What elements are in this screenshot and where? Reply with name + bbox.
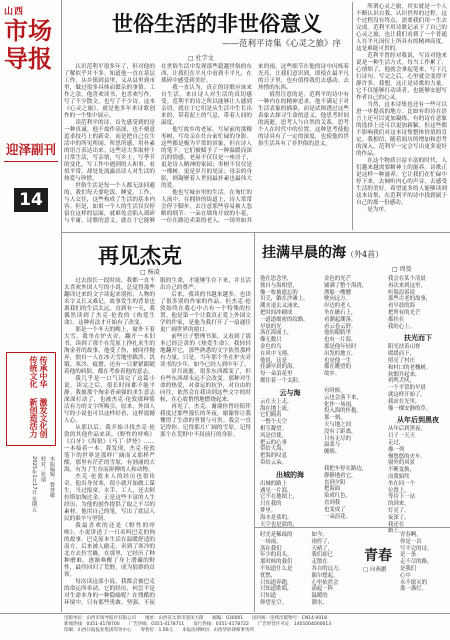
poem-stanza: 他在思念里， 独自与海相望， 像一枚被遗忘的 贝壳，躺在沙滩上。 潮水退去又涌来， 把时间冲刷成 一道道细密的纹路。 早晨的光 落在海面上， 像无数只 金色的鸟 在风中飞翔。 他说，这是 挂满早晨的海， 每一朵浪花里 都住着一个太阳。 [260,276,309,384]
page-credits [8,456,56,610]
poem-stanza: 金色的光芒 铺满了整个海湾， 渔船一艘艘 驶向远方。 岸边的老人 坐在礁石上， 看潮起潮落， 看云卷云舒。 他的眼睛里 也有一片海， 那是他年轻时 出发的地方， 也是他一生 都在眺望的 故乡。 [324,276,368,378]
paragraph: 那是一个冬天的晚上，窗外下着大雪。我坐在炉火旁，翻开一本旧书，读到了那个在荒原上挣扎求生的淘金者的故事。他受了伤，被同伴抛弃，独自一人在冰天雪地里跋涉。饥饿、寒冷、疲惫，还有一只紧紧跟随着他的病狼，都在考验着他的意志。 [64,327,155,375]
footer-line: 印刷：山西日报报业集团印务中心 零售价：1.00元 本报法律顾问：山西华炬律师事务所 [64,628,255,633]
slogan-box [6,352,56,446]
paragraph: 世俗生活是每一个人都无法回避的。我们每天要吃饭、睡觉、工作、与人交往，这些构成了生活的基本内容。但是，如果一个人的生活仅仅停留在这样的层面，就难免会陷入琐碎与平庸。诗歌的意义，就在于它能够在世俗生活中发现那些超越世俗的东西，让我们在平凡中看到不平凡，在琐碎中感受到美好。 [64,64,252,224]
article2-author: □ 杨凌 [140,269,160,276]
paragraph: 再见了，杰克。谢谢你曾经陪伴我度过那些漫长的冬夜，谢谢你让我懂得了生命的坚韧与可贵。我会一直记得你，记得那片广阔的雪原，记得那个在荒野中不屈前行的身影。 [160,404,251,438]
paragraph: 岁月流逝，很多东西都变了，但有些东西却永远不会改变。那种对生命的热爱，对命运的抗争，对自由的向往，依然会在我读到这些文字的时候，在心底悄悄地燃烧起来。 [160,369,251,403]
poems-title-text: 挂满早晨的海 [262,245,346,261]
youth-poem-right [400,532,448,612]
youth-poem-columns [260,532,358,612]
credit-editor: 本版编辑：曹慧敏 [49,456,55,498]
paragraph: 我最喜欢的还是《野性的呼唤》。小说讲述了一只名叫巴克的狗的故事。巴克原本生活在温暖舒适的南方，后来被人偷走，卖到了寒冷的北方去拉雪橇。在那里，它经历了种种磨难，逐渐唤醒了身上潜藏的野性，最终回归了荒野，成为狼群的首领。 [64,523,155,578]
poem-stanza: 从年后到黑夜， 日子一天天 走过， 像一列 慢悠悠的火车。 窗外的风景 不断变换， 而我始终 坐在同一个 位置上， 等待下一站 的到来。 灯亮了， 夜深了， 我还在 路上。 [388,426,426,535]
footer [64,616,448,638]
paragraph: 当然，这本诗集也还有一些可以进一步提高的地方。比如有的诗在语言上还可以更加凝练，有的诗在意象的选择上还可以更加新颖。但这些都不影响我们对这本诗集整体价值的肯定。我相信，随着阅历的增加和思考的深入，范利平一定会写出更多更好的作品。 [356,102,447,157]
article1-body [64,64,349,230]
poem-title-light: 扶光而下 [404,333,432,343]
youth-poem-left [260,532,358,612]
paragraph: 我几乎是一口气读完了这篇小说。读完之后，很长时间都不能平静。我被那个淘金者顽强的求生意志深深打动了，也被杰克·伦敦那种简洁有力的文字所吸引。原来，外国人写的小说也可以这样好看，这样震撼人心。 [64,376,155,424]
poem-stanza: 我会在某个清晨 再次来到这里， 听海浪诉说 那些古老的故事， 看早晨的海 把所有的光芒 都挂在 我的心上。 [388,276,432,330]
masthead-title: 市场导报 [4,16,52,73]
poem-stanza: 时光是稀疏的 一场雨， 落在我们 年少的肩头。 那时候的我们 不知道什么是 忧愁， 只知道奔跑， 只知道歌唱， 只知道 仰望星空。 [260,532,293,606]
article1-author: □ 杜学文 [188,55,214,62]
paragraph: 他也写城市里的生活。在匆忙的人流中，在拥挤的街道上，诗人常常会停下脚步，去注意那些容易被人忽略的细节：一朵在墙角开放的小花，一位在路边卖菜的老人，一场突如其来的雨。这些细节在他的诗中闪烁着光亮，让我们意识到，即使在最平凡的日子里，也有值得我们去感动、去珍惜的东西。 [161,64,349,224]
footer-line: 新闻热线：0351-4178700 广告热线：0351-4178711 发行热线：0351-4178722 广告经营许可证：1401004000013 [64,622,332,627]
poem-stanza: 如今， 雨停了， 天晴了， 我们却已 走散在 各自的远方。 偶尔想起， 心里依然会 涌起一阵 温暖的 潮水。 [311,532,344,606]
paragraph: 从那以后，我开始寻找杰克·伦敦的其他作品来读。《野性的呼唤》《白牙》《海狼》《马丁·伊登》……一本接着一本。我发现，杰克·伦敦笔下的世界是那样广阔而又那样严酷，那里有茫茫的雪原，有汹涌的大海，有为了生存而拼搏的人和动物。 [64,425,155,473]
slogan-line-2: 激发文化创新创造活力 [29,397,49,438]
poem-stanza: 云在天上走， 海在地上流， 它们隔着 一整个天空 相互凝望。 风是信使， 把云的心事 带给大海， 把海的叹息 带给云朵。 [260,398,293,466]
masthead-region: 山西 [4,7,25,17]
poem-stanza: 阳光扶着山脊 缓缓而下， 照亮了村庄 和村口的老槐树。 炊烟升起来， 鸡鸣犬吠， 一个平常的早晨 就这样开始了。 我站在光里， 像一棵安静的草。 [388,344,432,412]
youth-poem-title: 青春 [364,548,392,564]
article1-title: 世俗生活的非世俗意义 [112,11,322,36]
masthead [4,4,58,84]
article1-body-continued [356,4,447,230]
paragraph: 认识范利平很多年了，但对他的了解似乎并不多。知道他一直在基层工作，从乡镇到县里，又从县里到市里，做过很多具体而繁杂的事情。工作之余，他喜欢读书，也喜欢写作，写了不少散文，也写了不少诗。这本《心灵之旅》，就是他多年来诗歌创作的一个集中展示。 [64,64,155,119]
article1-column-divider [352,2,353,230]
paragraph: 在这个物质日益丰富的时代，人们越来越需要精神上的滋养。诗歌正是这样一种滋养。它让我们在忙碌中停下来，去倾听内心的声音，去感受生活的美好。希望更多的人能够读到这本诗集，在范利平的诗中找到属于自己的那一份感动。 [356,158,447,206]
youth-poem-author: □ 向燕鹏 [363,567,387,573]
article2-title: 再见杰克 [98,243,182,268]
lower-column-divider [254,232,255,612]
poem-column-1 [260,276,320,526]
poem-title-cloud-sea: 云与海 [279,387,301,397]
article2-body [64,278,251,612]
paragraph: 过去很长一段时间，我都一直不太喜欢外国人写的小说。总觉得那些翻译过来的文字读起来别扭，人物的名字又长又难记，故事发生的背景也离我们的生活太远。直到有一天，我偶然读到了杰克·伦敦的《热爱生命》，这种看法才开始有了改变。 [64,278,155,326]
poems-author: □ 周嫈 [392,266,412,273]
paragraph: 范利平曾经对我说，写诗对他来说是一种生活方式。每当工作累了，心情烦了，他就会拿起笔来，写下几行诗句。写完之后，心里就会变得平静许多。我想，这正是诗歌的力量。它不仅能够打动读者，也能够安慰写作者自己的心灵。 [356,53,447,101]
paragraph: 我一直认为，真正的诗歌应该来自生活，来自诗人对生活的真切感受。范利平的诗之所以能够让人感到亲切，就在于它们是从生活中生长出来的，带着泥土的气息，带着人间的温度。 [161,85,252,126]
paragraph: 是为序。 [367,207,390,213]
poems-title-suffix: （外4首） [346,250,384,259]
paragraph: 前些日子整理书架，又看到了那本已经泛黄的《热爱生命》。我轻轻地翻开它，那些熟悉的文字依然那样有力量。只是，当年那个坐在炉火旁读书的少年，如今已经人到中年了。 [160,334,251,368]
footer-line: 出版单位：山西市场导报社有限公司 地址：山西省太原市迎泽大街 邮编：030001 国内统一连续出版物号：CN14-0018 [64,616,327,621]
poem-title-night: 从年后到黑夜 [397,415,439,425]
paragraph: 后来，我读的书越来越多，也读了很多别的作家的作品。但杰克·伦敦始终在我心中占有一个特殊的位置。他是第一个让我真正爱上外国文学的作家，是他为我打开了一扇通往更广阔世界的窗口。 [160,292,251,333]
credit-proof: 校对：张瑞 [40,456,46,482]
poem-stanza: 出城的路上 遇见一片海， 它不在地图上， 只在我的 梦里。 海水是蓝的， 天空也是蓝的， [260,480,298,528]
poem-stanza: 我把车停在路边， 静静地看它， 直到夕阳 把海面 染成红色， 直到我 也变成了 一朵浪花。 [324,465,368,520]
slogan-line-1: 传承中华传统文化 [29,356,49,388]
upper-section-divider [62,232,450,233]
poem-title-leaving-city: 出城的海 [276,469,304,479]
page-number: 14 [14,188,48,212]
paragraph: 他写故乡的老屋，写屋前的那棵枣树，写母亲在灶台前忙碌的身影。这些都是极为平常的景象，但在诗人的笔下，它们被赋予了一种温暖而深沉的情感。老屋不仅仅是一座房子，更是诗人精神的家园；枣树不仅仅是一棵树，更是岁月的见证；母亲的身影，则凝聚着人世间最朴素也最伟大的爱。 [161,127,252,189]
paragraph: 值得注意的是，范利平的诗中有一种内在的精神追求。他不满足于对生活表象的描摹，而是试图透过这些表象去探寻生命的意义。他思考时间的流逝，思考人与自然的关系，思考个人在时代中的位置。这种思考使他的诗具有了一定的深度，也使他的世俗生活具有了非世俗的意义。 [258,92,349,147]
paragraph: 所谓心灵之旅，其实就是一个人不断认识自我、认识世界的过程。这个过程没有终点，需要我们用一生去完成。范利平用诗歌记录下了自己的心灵之旅，也让我们看到了一个普通人在平凡岗位上所具有的精神高度。这是难能可贵的。 [356,4,447,52]
poems-divider [255,527,450,528]
paragraph: 读范利平的诗，首先感受到的是一种真诚。他不故作高深，也不刻意追求技巧上的新奇，而是把自己在生活中的所见所闻、所思所感，用朴素的语言表达出来。这些诗大多取材于日常生活，写亲情，写乡土，写季节的变化，写工作中遇到的人和事。看似平常，却处处流露出诗人对生活的热爱与珍惜。 [64,120,155,182]
poems-title [262,242,383,262]
poem-stanza: 青春啊， 你是一首 写不完的诗， 是一条 走不尽的路， 是我们 心中 永不熄灭的 那一盏灯。 [400,532,433,593]
article1-subtitle: ——范利平诗集《心灵之旅》序 [222,39,342,49]
footer-divider [0,613,450,614]
poem-stanza: 有时候， 云也会落下来， 化作一场雨， 投入海的怀抱。 那一刻， 天与地之间 没有了距离， 只有无尽的 温柔与 缠绵。 [324,387,362,456]
paragraph: 杰克·伦敦本人的经历也很传奇。他出身贫寒，很小就开始做工谋生，当过报童、水手、工人，还去阿拉斯加淘过金。正是这些丰富的人生经历，为他的创作提供了取之不尽的素材。他用自己的笔，写出了底层人民的艰辛与坚韧。 [64,474,155,522]
issue-date: 2025年1月17日 星期五 [31,456,37,512]
poem-column-2 [324,276,384,526]
paragraph: 每次读这部小说，我都会被巴克的命运所牵动。它的经历，何尝不是对生命本身的一种隐喻呢？在残酷的环境中，只有那些勇敢、坚强、不屈服的生命，才能够生存下来，并且活出自己的尊严。 [64,278,251,606]
poem-column-3 [388,276,448,535]
rail-divider [61,0,62,612]
section-name: 迎泽副刊 [4,140,58,162]
